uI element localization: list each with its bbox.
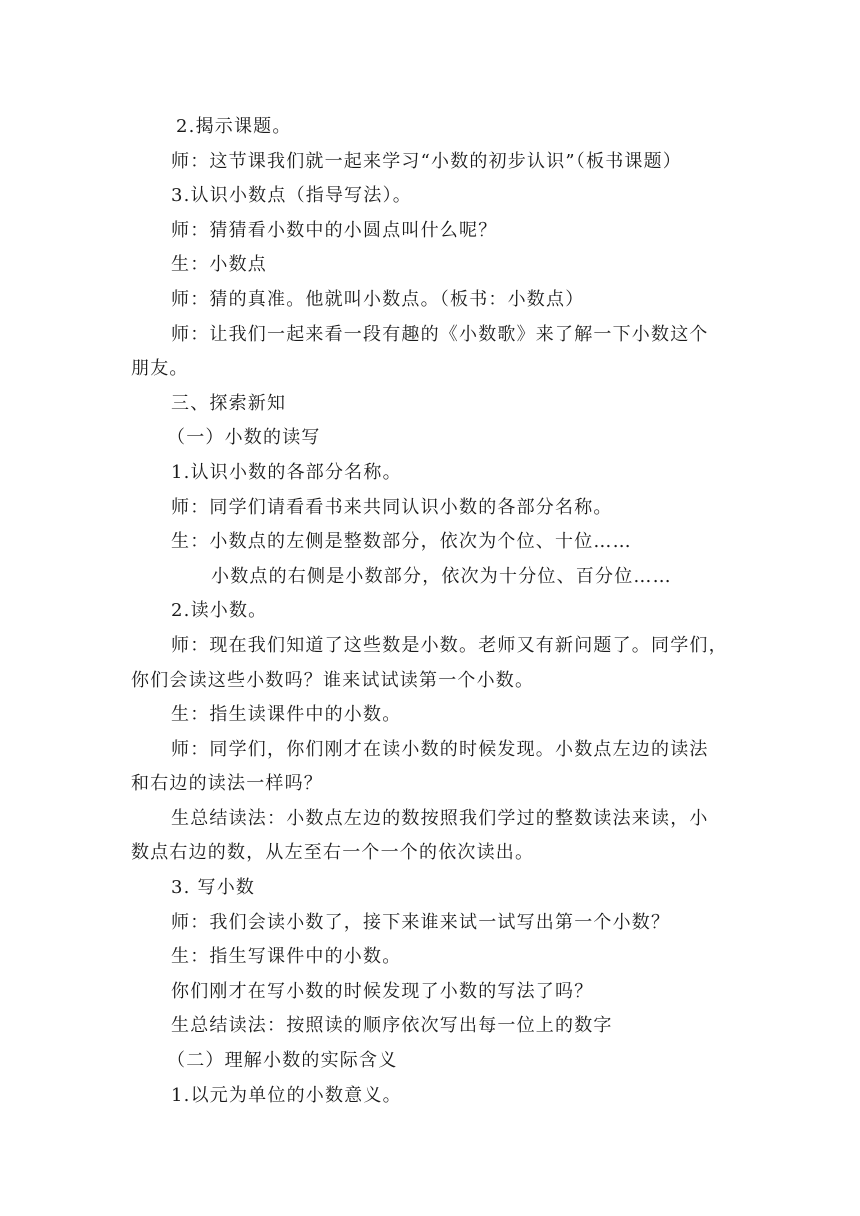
section-reveal-topic: 2.揭示课题。 [176, 116, 292, 137]
section-decimal-point: 3.认识小数点（指导写法）。 [171, 185, 412, 207]
step-heading: 2.读小数。 [171, 600, 268, 622]
student-line-continued: 小数点的右侧是小数部分，依次为十分位、百分位…… [211, 565, 672, 587]
step-heading: 3. 写小数 [171, 877, 256, 899]
paragraph-continuation: 你们会读这些小数吗？谁来试试读第一个小数。 [131, 669, 535, 691]
teacher-line: 师：这节课我们就一起来学习“小数的初步认识”（板书课题） [171, 150, 683, 172]
lesson-text [131, 110, 731, 1113]
paragraph-continuation: 和右边的读法一样吗？ [131, 773, 323, 795]
teacher-line: 师：我们会读小数了，接下来谁来试一试写出第一个小数？ [171, 911, 671, 933]
step-heading: 1.认识小数的各部分名称。 [171, 461, 402, 483]
teacher-line: 师：现在我们知道了这些数是小数。老师又有新问题了。同学们， [171, 634, 728, 656]
student-line: 生：指生写课件中的小数。 [171, 946, 402, 968]
student-line: 生：小数点 [171, 254, 267, 276]
teacher-line: 师：猜猜看小数中的小圆点叫什么呢？ [171, 219, 498, 241]
teacher-line: 师：同学们，你们刚才在读小数的时候发现。小数点左边的读法 [171, 738, 709, 760]
teacher-line: 师：让我们一起来看一段有趣的《小数歌》来了解一下小数这个 [171, 323, 709, 345]
student-line: 生：指生读课件中的小数。 [171, 704, 402, 726]
paragraph-continuation: 朋友。 [131, 358, 189, 380]
step-heading: 1.以元为单位的小数意义。 [171, 1084, 402, 1106]
student-summary-line: 生总结读法：小数点左边的数按照我们学过的整数读法来读，小 [171, 807, 709, 829]
paragraph-continuation: 数点右边的数，从左至右一个一个的依次读出。 [131, 842, 535, 864]
section-heading-explore: 三、探索新知 [171, 392, 287, 414]
subsection-heading-meaning: （二）理解小数的实际含义 [167, 1050, 398, 1072]
student-line: 生：小数点的左侧是整数部分，依次为个位、十位…… [171, 531, 632, 553]
teacher-question-line: 你们刚才在写小数的时候发现了小数的写法了吗？ [171, 980, 594, 1002]
teacher-line: 师：同学们请看看书来共同认识小数的各部分名称。 [171, 496, 613, 518]
teacher-line: 师：猜的真准。他就叫小数点。（板书：小数点） [171, 288, 585, 310]
student-summary-line: 生总结读法：按照读的顺序依次写出每一位上的数字 [171, 1015, 613, 1037]
subsection-heading-read-write: （一）小数的读写 [167, 427, 321, 449]
